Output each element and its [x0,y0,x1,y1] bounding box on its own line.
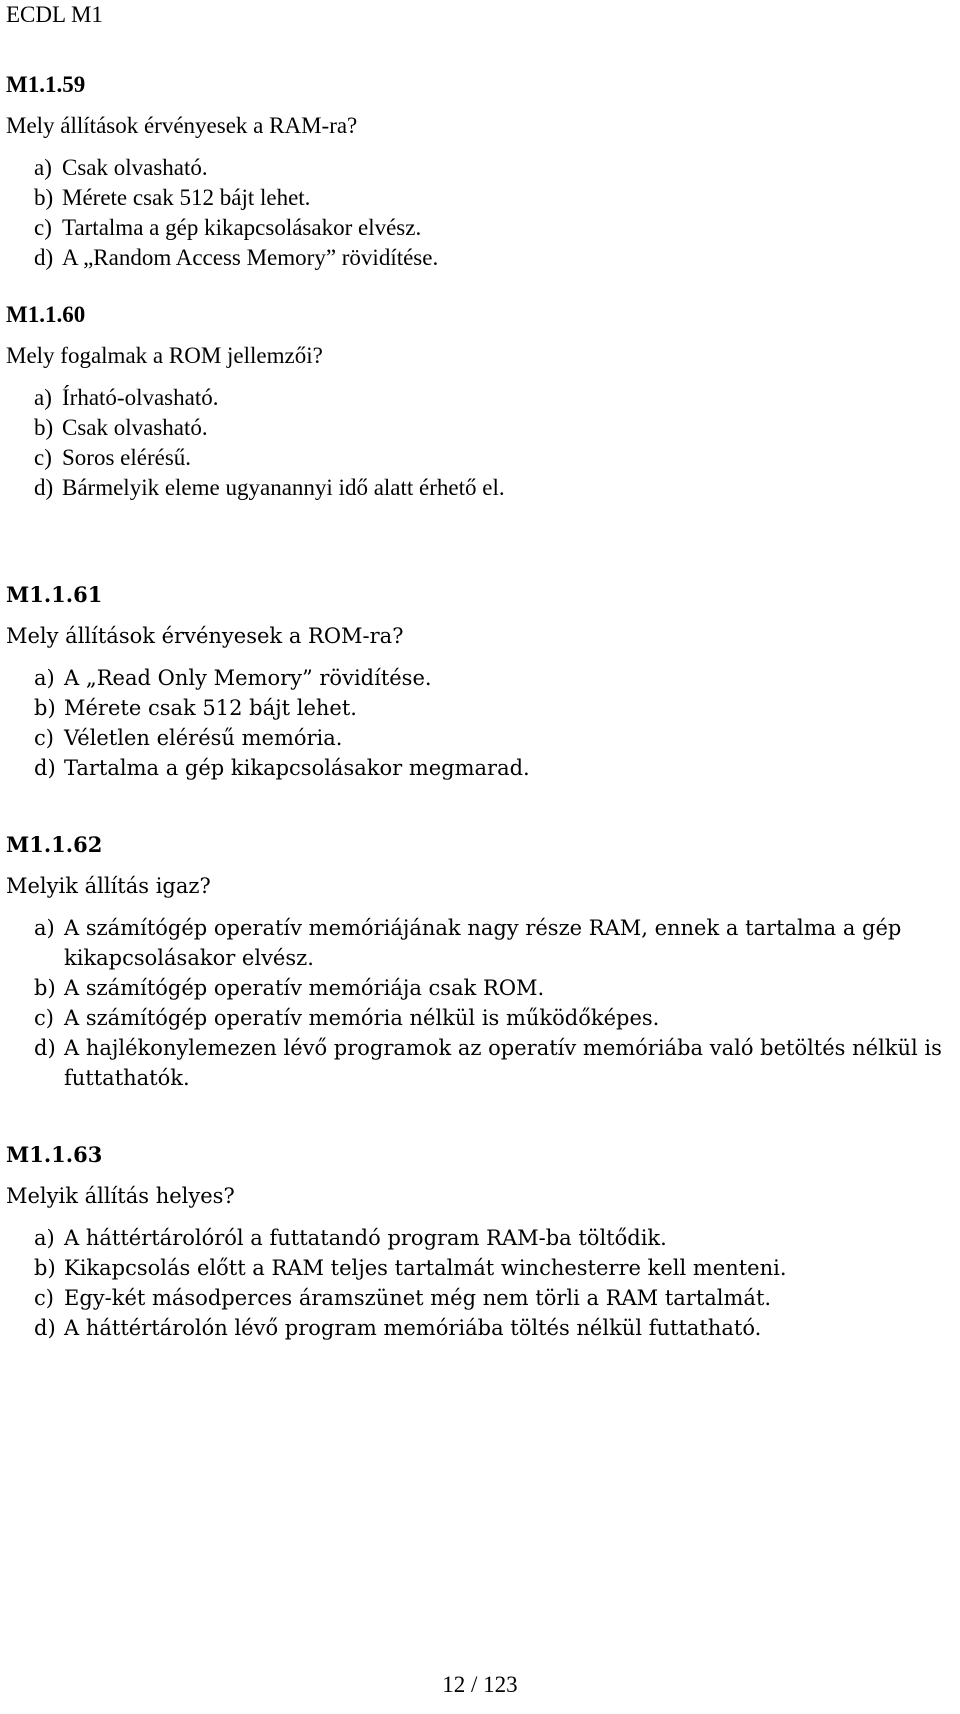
answer-list [6,663,956,783]
question-block [6,1138,956,1343]
option-letter: c) [34,445,52,470]
answer-option [6,1223,956,1253]
page-number: 12 / 123 [442,1672,518,1697]
option-letter: d) [34,475,54,500]
option-letter: a) [34,666,55,690]
option-letter: b) [34,696,56,720]
option-letter: c) [34,1006,54,1030]
option-letter: d) [34,1316,56,1340]
option-text: A számítógép operatív memóriája csak ROM. [64,976,545,1000]
answer-option [6,663,956,693]
answer-option [6,753,956,783]
option-letter: a) [34,155,52,180]
answer-option [6,443,956,473]
question-id: M1.1.60 [6,302,86,327]
question-text: Melyik állítás igaz? [6,874,211,898]
option-text: A számítógép operatív memória nélkül is működőképes. [64,1006,660,1030]
option-letter: a) [34,385,52,410]
answer-option [6,383,956,413]
answer-option [6,1033,956,1093]
option-letter: a) [34,1226,55,1250]
option-letter: b) [34,415,54,440]
option-letter: b) [34,185,54,210]
option-text: A „Read Only Memory” rövidítése. [64,666,432,690]
option-letter: c) [34,726,54,750]
option-letter: d) [34,756,56,780]
answer-list [6,1223,956,1343]
question-id: M1.1.63 [6,1142,103,1167]
answer-option [6,243,956,273]
page-header: ECDL M1 [6,2,103,27]
question-text: Mely állítások érvényesek a ROM-ra? [6,624,404,648]
answer-list [6,913,956,1093]
answer-option [6,1253,956,1283]
answer-option [6,913,956,973]
option-letter: a) [34,916,55,940]
option-text: Tartalma a gép kikapcsolásakor elvész. [62,215,422,240]
answer-option [6,1283,956,1313]
option-text: Bármelyik eleme ugyanannyi idő alatt érhető el. [62,475,505,500]
option-letter: d) [34,1036,56,1060]
question-block [6,828,956,1093]
question-block [6,578,956,783]
question-id: M1.1.62 [6,832,103,857]
option-letter: d) [34,245,54,270]
answer-option [6,413,956,443]
option-text: A háttértárolón lévő program memóriába töltés nélkül futtatható. [64,1316,762,1340]
question-block [6,68,956,273]
option-text: Mérete csak 512 bájt lehet. [64,696,357,720]
question-text: Mely fogalmak a ROM jellemzői? [6,343,323,368]
answer-option [6,693,956,723]
question-id: M1.1.59 [6,72,86,97]
answer-option [6,213,956,243]
answer-option [6,973,956,1003]
answer-option [6,723,956,753]
option-text: Soros elérésű. [62,445,192,470]
option-text: Egy-két másodperces áramszünet még nem törli a RAM tartalmát. [64,1286,772,1310]
option-letter: c) [34,215,52,240]
question-text: Melyik állítás helyes? [6,1184,235,1208]
answer-option [6,153,956,183]
option-letter: c) [34,1286,54,1310]
answer-list [6,153,956,273]
option-letter: b) [34,976,56,1000]
answer-option [6,473,956,503]
option-text: Kikapcsolás előtt a RAM teljes tartalmát winchesterre kell menteni. [64,1256,787,1280]
option-text: Mérete csak 512 bájt lehet. [62,185,311,210]
answer-option [6,1003,956,1033]
option-text: A háttértárolóról a futtatandó program RAM-ba töltődik. [64,1226,667,1250]
option-text: Csak olvasható. [62,155,208,180]
answer-option [6,1313,956,1343]
option-text: A hajlékonylemezen lévő programok az operatív memóriába való betöltés nélkül is futtathatók. [64,1036,942,1090]
option-text: A számítógép operatív memóriájának nagy része RAM, ennek a tartalma a gép kikapcsolásakor elvész. [64,916,902,970]
question-block [6,298,956,503]
option-text: Tartalma a gép kikapcsolásakor megmarad. [64,756,530,780]
option-letter: b) [34,1256,56,1280]
question-id: M1.1.61 [6,582,103,607]
question-text: Mely állítások érvényesek a RAM-ra? [6,113,358,138]
option-text: Írható-olvasható. [62,385,219,410]
option-text: Csak olvasható. [62,415,208,440]
option-text: A „Random Access Memory” rövidítése. [62,245,439,270]
answer-list [6,383,956,503]
answer-option [6,183,956,213]
option-text: Véletlen elérésű memória. [64,726,343,750]
